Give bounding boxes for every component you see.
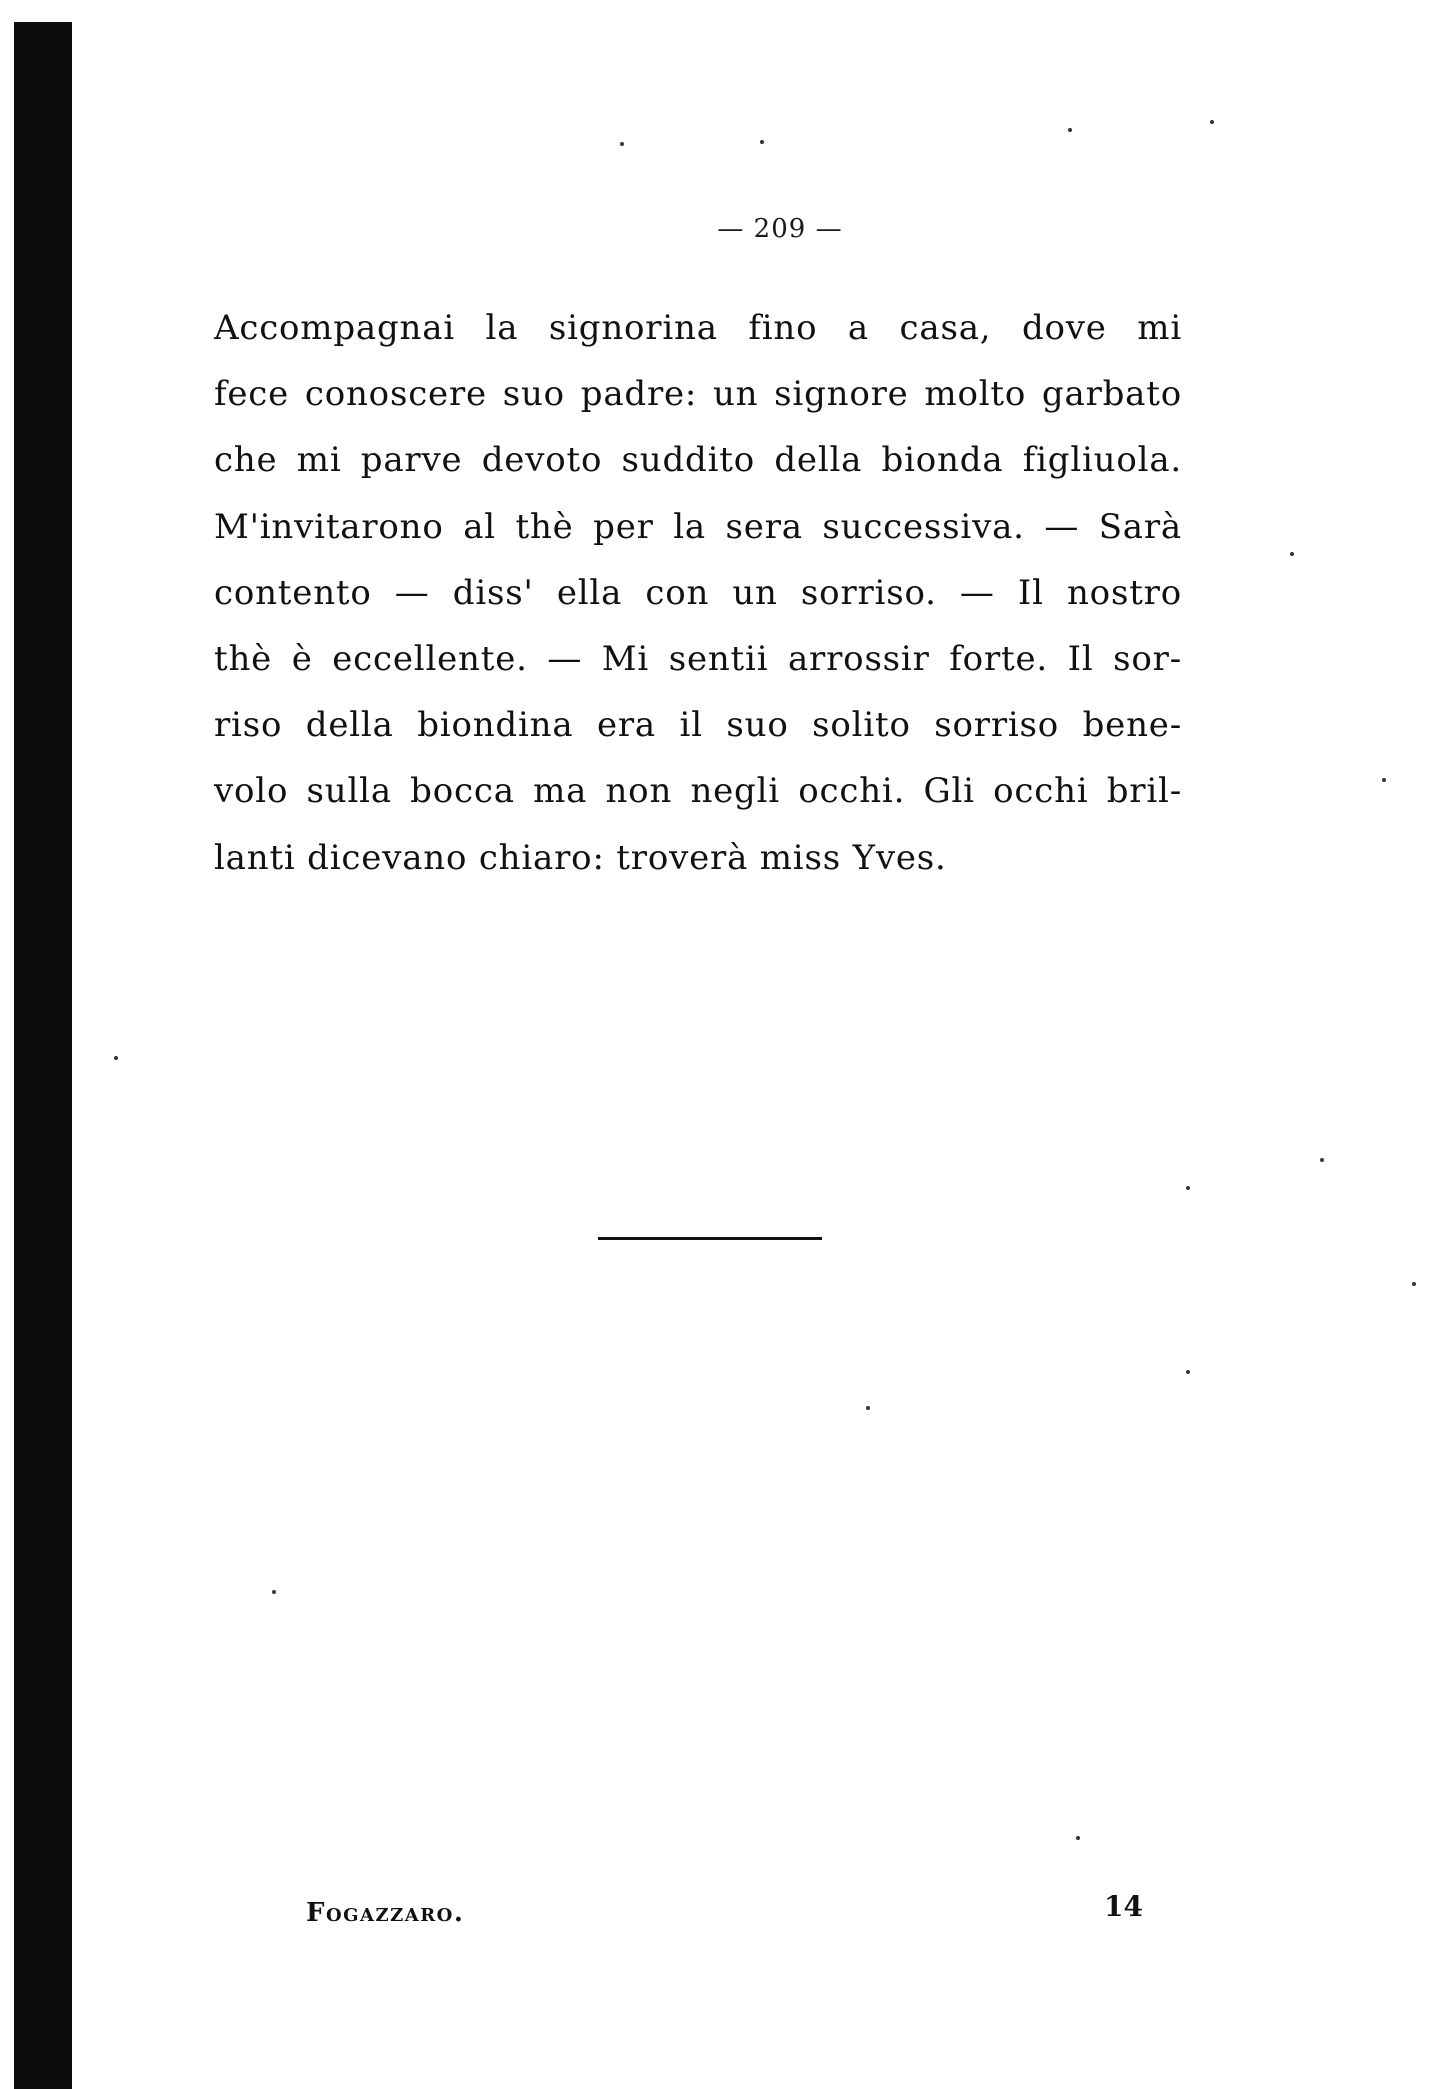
scan-speck [114,1056,118,1060]
text-line: contento — diss' ella con un sorriso. — Il nostro [214,572,1182,613]
scan-speck [620,142,624,146]
scan-speck [1320,1158,1324,1162]
scan-speck [272,1590,276,1594]
text-line: che mi parve devoto suddito della bionda figliuola. [214,440,1182,481]
text-line: fece conoscere suo padre: un signore molto garbato [214,374,1182,415]
scan-speck [1382,778,1386,782]
scan-speck [1290,552,1294,556]
text-line-last: lanti dicevano chiaro: troverà miss Yves. [214,837,947,878]
body-paragraph [214,295,1182,891]
text-line: volo sulla bocca ma non negli occhi. Gli occhi bril- [214,771,1182,812]
scan-speck [1186,1370,1190,1374]
scan-speck [1186,1186,1190,1190]
footer-author: Fogazzaro. [306,1898,465,1928]
scan-speck [1412,1282,1416,1286]
scan-speck [866,1406,870,1410]
text-line: riso della biondina era il suo solito sorriso bene- [214,705,1182,746]
text-line: M'invitarono al thè per la sera successiva. — Sarà [214,506,1182,547]
binding-edge-shadow [14,22,72,2089]
scan-speck [1076,1836,1080,1840]
text-line: thè è eccellente. — Mi sentii arrossir forte. Il sor- [214,639,1182,680]
chapter-end-rule [598,1237,822,1240]
scan-speck [1068,128,1072,132]
text-line: Accompagnai la signorina fino a casa, dove mi [214,308,1182,348]
scan-speck [760,140,764,144]
page-number: — 209 — [717,214,843,244]
footer-signature-number: 14 [1104,1890,1143,1923]
scan-speck [1210,120,1214,124]
